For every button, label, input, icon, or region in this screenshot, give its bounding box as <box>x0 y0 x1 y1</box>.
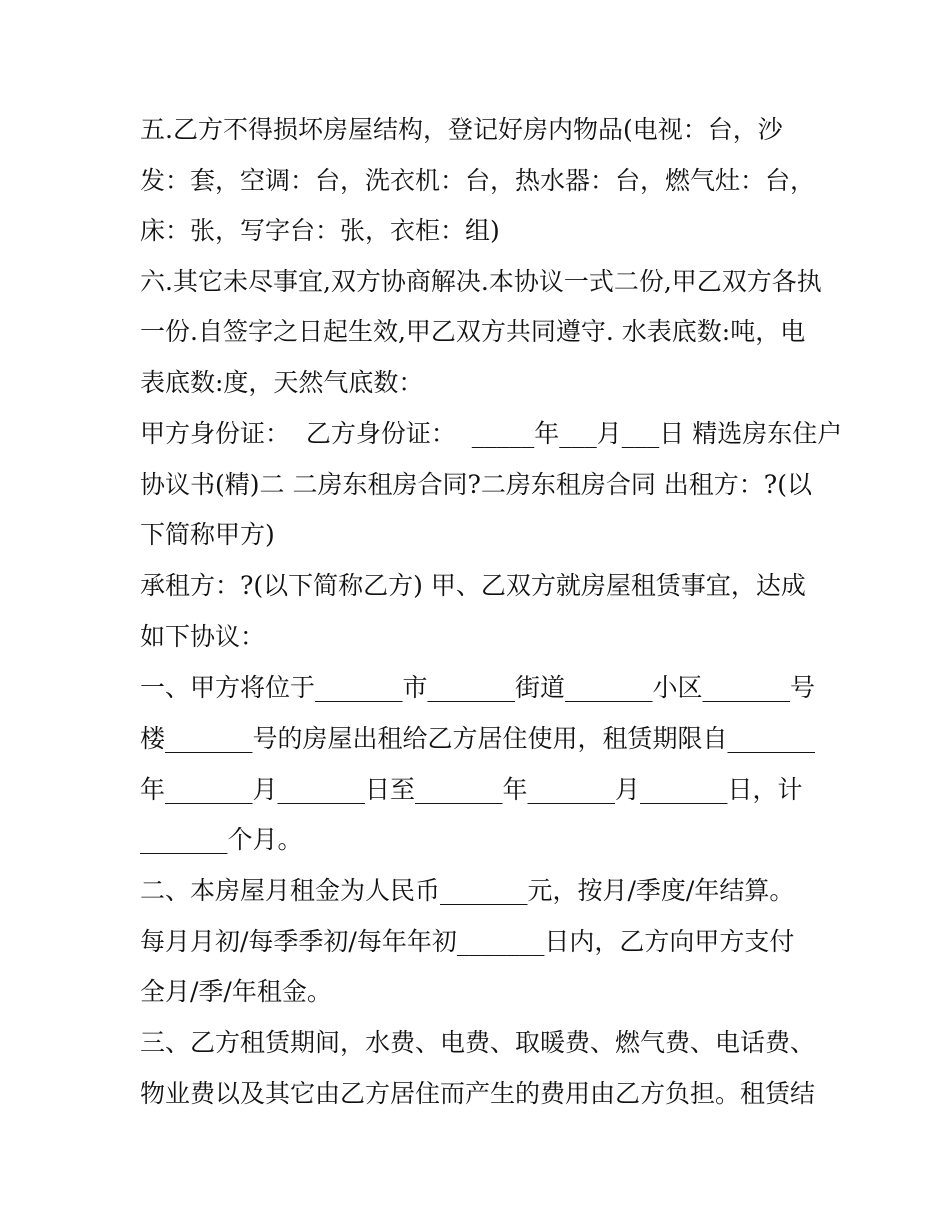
text-line: 楼_______号的房屋出租给乙方居住使用，租赁期限自_______ <box>140 724 816 753</box>
text-line: 每月月初/每季季初/每年年初_______日内，乙方向甲方支付 <box>140 927 795 956</box>
text-line: _______个月。 <box>140 825 303 854</box>
text-line: 三、乙方租赁期间，水费、电费、取暖费、燃气费、电话费、 <box>140 1028 816 1057</box>
text-line: 表底数:度，天然气底数： <box>140 368 424 397</box>
text-line: 一、甲方将位于_______市_______街道_______小区_______号 <box>140 673 816 702</box>
text-line: 二、本房屋月租金为人民币_______元，按月/季度/年结算。 <box>140 876 795 905</box>
text-line: 如下协议： <box>140 622 266 651</box>
text-line: 协议书(精)二 二房东租房合同?二房东租房合同 出租方：?(以 <box>140 470 812 499</box>
text-line: 六.其它未尽事宜,双方协商解决.本协议一式二份,甲乙双方各执 <box>140 267 822 296</box>
text-line: 发：套，空调：台，洗衣机：台，热水器：台，燃气灶：台， <box>140 166 816 195</box>
text-line: 五.乙方不得损坏房屋结构，登记好房内物品(电视：台，沙 <box>140 115 783 144</box>
text-line: 物业费以及其它由乙方居住而产生的费用由乙方负担。租赁结 <box>140 1079 816 1108</box>
text-line: 承租方：?(以下简称乙方) 甲、乙双方就房屋租赁事宜，达成 <box>140 571 806 600</box>
text-line: 床：张，写字台：张，衣柜：组) <box>140 216 500 245</box>
text-line: 甲方身份证： 乙方身份证： _____年___月___日 精选房东住户 <box>140 419 843 448</box>
text-line: 全月/季/年租金。 <box>140 977 332 1006</box>
text-line: 年_______月_______日至_______年_______月_______日，计 <box>140 775 803 804</box>
text-line: 下简称甲方) <box>140 520 275 549</box>
text-line: 一份.自签字之日起生效,甲乙双方共同遵守. 水表底数:吨，电 <box>140 317 806 346</box>
